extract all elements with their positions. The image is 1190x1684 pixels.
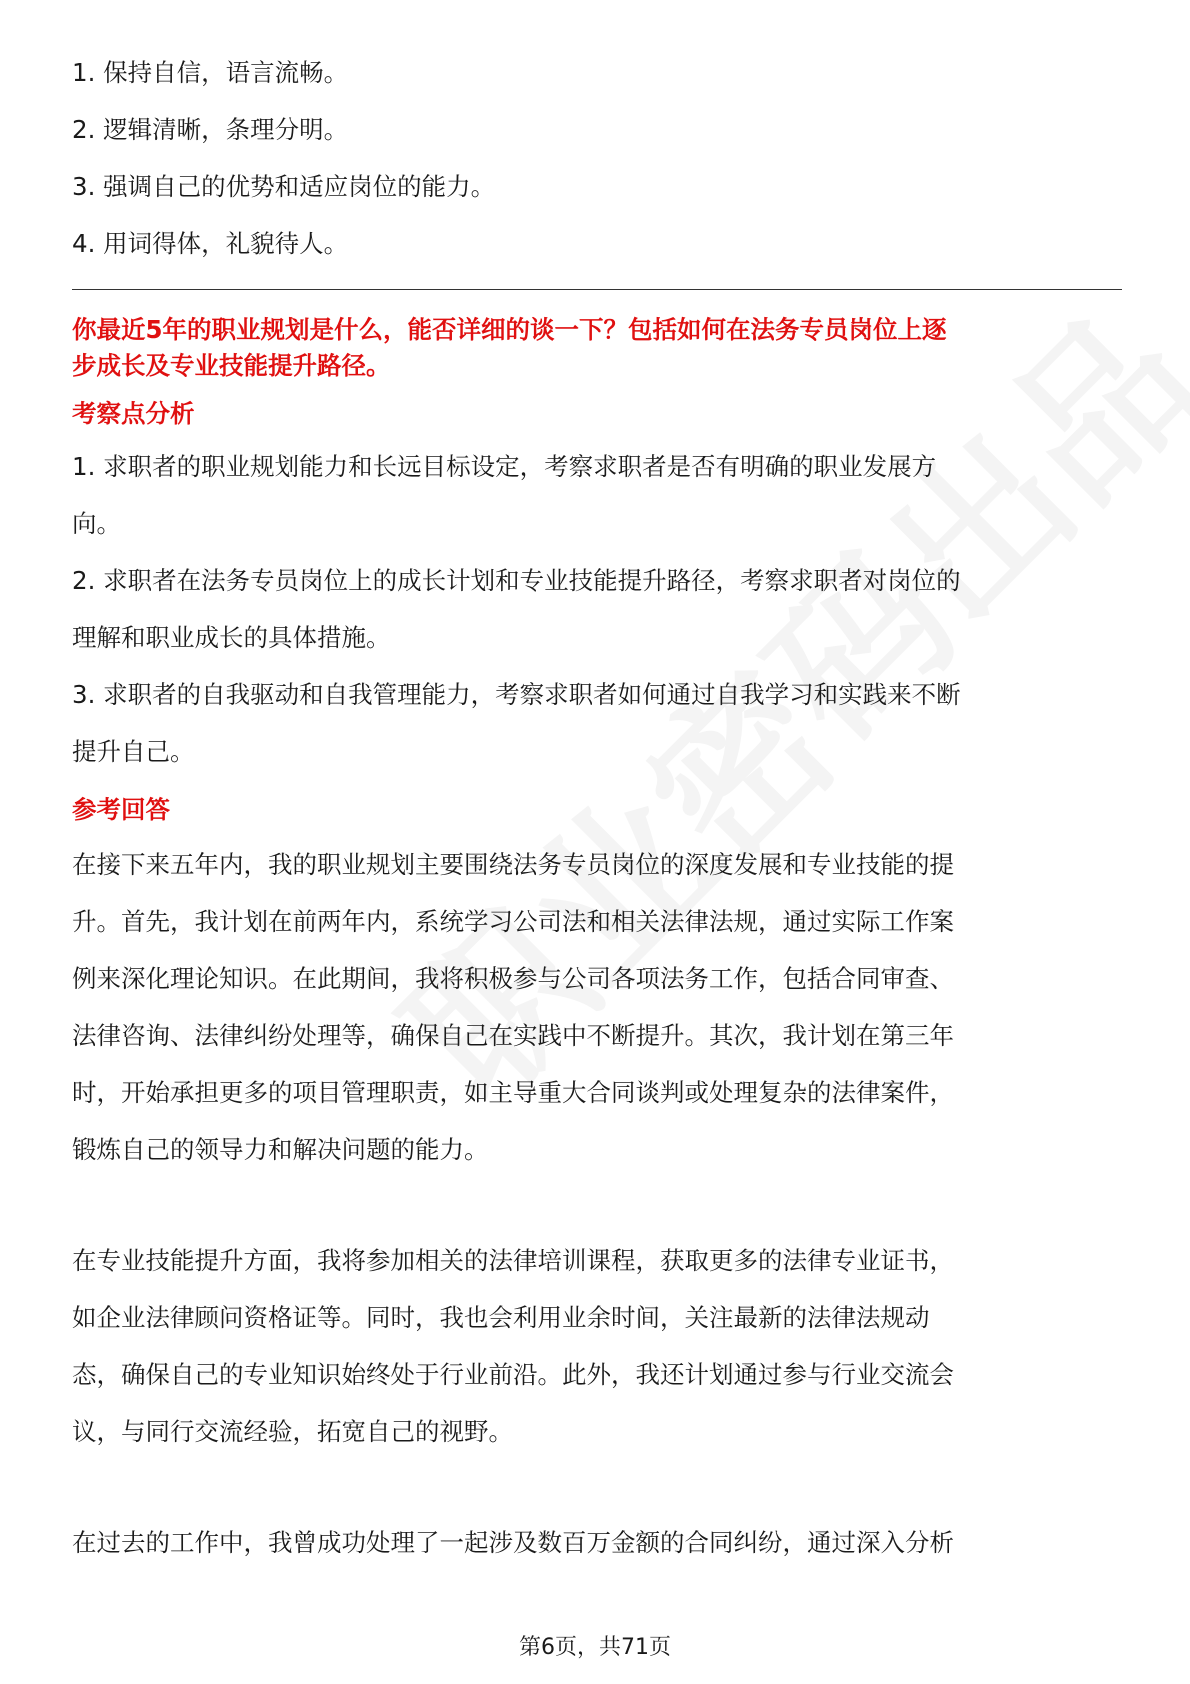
analysis-line: 3. 求职者的自我驱动和自我管理能力，考察求职者如何通过自我学习和实践来不断	[72, 680, 961, 709]
answer-line: 升。首先，我计划在前两年内，系统学习公司法和相关法律法规，通过实际工作案	[72, 907, 954, 936]
paragraph-gap	[72, 1178, 1122, 1232]
answer-line: 时，开始承担更多的项目管理职责，如主导重大合同谈判或处理复杂的法律案件，	[72, 1078, 954, 1107]
answer-line: 法律咨询、法律纠纷处理等，确保自己在实践中不断提升。其次，我计划在第三年	[72, 1021, 954, 1050]
section-divider	[72, 289, 1122, 290]
tip-item: 4. 用词得体，礼貌待人。	[72, 229, 349, 258]
question-line: 步成长及专业技能提升路径。	[72, 351, 391, 380]
answer-line: 例来深化理论知识。在此期间，我将积极参与公司各项法务工作，包括合同审查、	[72, 964, 954, 993]
question-line: 你最近5年的职业规划是什么，能否详细的谈一下？包括如何在法务专员岗位上逐	[72, 315, 947, 344]
paragraph-gap	[72, 1460, 1122, 1514]
analysis-item	[72, 552, 1122, 666]
analysis-line: 2. 求职者在法务专员岗位上的成长计划和专业技能提升路径，考察求职者对岗位的	[72, 566, 961, 595]
question-title	[72, 312, 1122, 384]
tips-list	[72, 44, 1122, 272]
answer-line: 在过去的工作中，我曾成功处理了一起涉及数百万金额的合同纠纷，通过深入分析	[72, 1528, 954, 1557]
analysis-line: 提升自己。	[72, 737, 195, 766]
page-number: 第6页，共71页	[519, 1635, 671, 1660]
analysis-list	[72, 438, 1122, 780]
analysis-item	[72, 666, 1122, 780]
tip-item: 1. 保持自信，语言流畅。	[72, 58, 349, 87]
answer-paragraph	[72, 1514, 1122, 1571]
answer-line: 锻炼自己的领导力和解决问题的能力。	[72, 1135, 489, 1164]
analysis-line: 理解和职业成长的具体措施。	[72, 623, 391, 652]
tip-item: 3. 强调自己的优势和适应岗位的能力。	[72, 172, 496, 201]
analysis-line: 1. 求职者的职业规划能力和长远目标设定，考察求职者是否有明确的职业发展方	[72, 452, 937, 481]
answer-line: 在专业技能提升方面，我将参加相关的法律培训课程，获取更多的法律专业证书，	[72, 1246, 954, 1275]
answer-heading: 参考回答	[72, 795, 170, 824]
answer-line: 议，与同行交流经验，拓宽自己的视野。	[72, 1417, 513, 1446]
page-content	[72, 44, 1122, 1571]
analysis-item	[72, 438, 1122, 552]
analysis-line: 向。	[72, 509, 121, 538]
answer-paragraph	[72, 836, 1122, 1178]
tip-item: 2. 逻辑清晰，条理分明。	[72, 115, 349, 144]
answer-line: 态，确保自己的专业知识始终处于行业前沿。此外，我还计划通过参与行业交流会	[72, 1360, 954, 1389]
answer-line: 如企业法律顾问资格证等。同时，我也会利用业余时间，关注最新的法律法规动	[72, 1303, 930, 1332]
answer-paragraph	[72, 1232, 1122, 1460]
analysis-heading: 考察点分析	[72, 399, 195, 428]
answer-line: 在接下来五年内，我的职业规划主要围绕法务专员岗位的深度发展和专业技能的提	[72, 850, 954, 879]
